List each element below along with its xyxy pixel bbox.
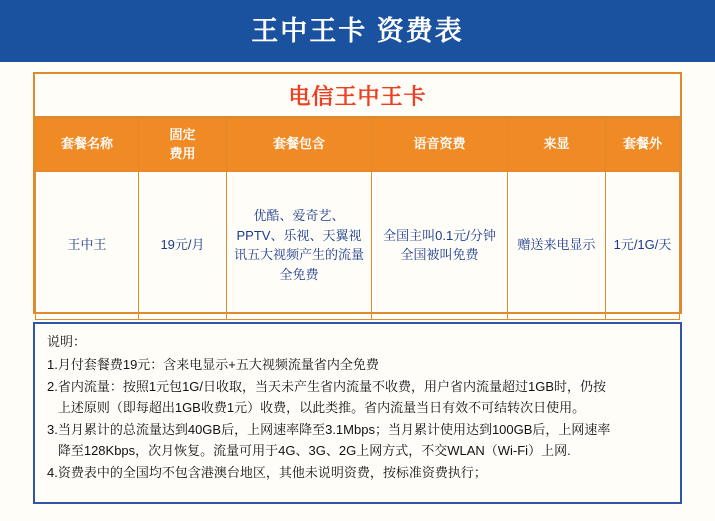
note-text: 省内流量：按照1元包1G/日收取，当天未产生省内流量不收费，用户省内流量超过1GB时，仍按 上述原则（即每超出1GB收费1元）收费，以此类推。省内流量当日有效不可结转次日使用。	[57, 378, 607, 415]
note-item-3	[47, 419, 670, 461]
cell-plan-name: 王中王	[36, 171, 139, 319]
note-number: 3.	[47, 421, 58, 437]
column-header-out-of-plan: 套餐外	[606, 119, 680, 172]
table-header-row	[36, 119, 680, 172]
note-item-4	[47, 462, 670, 483]
notes-heading: 说明：	[47, 334, 87, 349]
notes-box	[33, 322, 682, 504]
column-header-plan-includes: 套餐包含	[227, 119, 372, 172]
note-text: 当月累计的总流量达到40GB后，上网速率降至3.1Mbps；当月累计使用达到100GB后，上网速率 降至128Kbps，次月恢复。流量可用于4G、3G、2G上网方式，不交WLAN（Wi-Fi）上网.	[57, 421, 611, 458]
table-row	[36, 171, 680, 319]
note-number: 2.	[47, 378, 58, 394]
column-header-fixed-fee: 固定 费用	[139, 119, 227, 172]
column-header-voice-tariff: 语音资费	[372, 119, 508, 172]
card-title: 电信王中王卡	[35, 74, 680, 118]
column-header-plan-name: 套餐名称	[36, 119, 139, 172]
cell-plan-includes: 优酷、爱奇艺、PPTV、乐视、天翼视讯五大视频产生的流量全免费	[227, 171, 372, 319]
cell-out-of-plan: 1元/1G/天	[606, 171, 680, 319]
column-header-caller-id: 来显	[508, 119, 606, 172]
note-item-1	[47, 354, 670, 375]
page-banner	[0, 0, 715, 62]
cell-caller-id: 赠送来电显示	[508, 171, 606, 319]
tariff-table	[35, 118, 680, 320]
note-number: 1.	[47, 356, 58, 372]
voice-line-incoming: 全国被叫免费	[400, 247, 479, 263]
cell-fixed-fee: 19元/月	[139, 171, 227, 319]
note-text: 月付套餐费19元：含来电显示+五大视频流量省内全免费	[57, 356, 379, 372]
note-text: 资费表中的全国均不包含港澳台地区，其他未说明资费，按标准资费执行；	[57, 465, 487, 481]
page-title: 王中王卡 资费表	[251, 15, 464, 46]
cell-voice-tariff	[372, 171, 508, 319]
note-item-2	[47, 376, 670, 418]
note-number: 4.	[47, 465, 58, 481]
voice-line-outgoing: 全国主叫0.1元/分钟	[383, 227, 496, 243]
tariff-card	[33, 72, 682, 314]
